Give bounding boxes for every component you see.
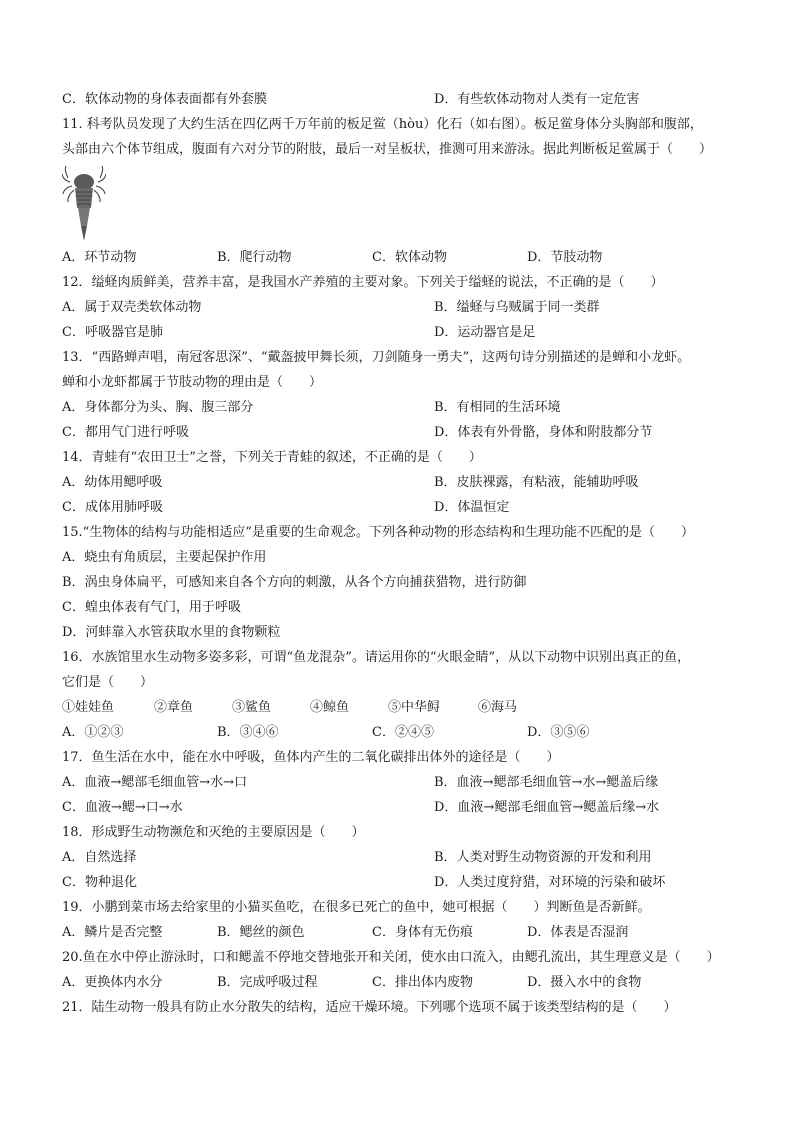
q19-option-b[interactable]: B．鳃丝的颜色 (217, 925, 305, 940)
q13-options-row-1 (62, 398, 561, 418)
q20-option-a[interactable]: A．更换体内水分 (62, 975, 163, 990)
q11-option-a[interactable]: A．环节动物 (62, 250, 137, 265)
q11-option-b[interactable]: B．爬行动物 (217, 250, 292, 265)
q12-stem: 12．缢蛏肉质鲜美，营养丰富，是我国水产养殖的主要对象。下列关于缢蛏的说法，不正确的是（ ） (62, 275, 664, 290)
q12-option-a[interactable]: A．属于双壳类软体动物 (62, 300, 202, 315)
q16-item-4: ④鲸鱼 (310, 700, 350, 715)
q19-stem: 19．小鹏到菜市场去给家里的小猫买鱼吃，在很多已死亡的鱼中，她可根据（ ）判断鱼是否新鲜。 (62, 900, 651, 915)
q16-stem-line1: 16．水族馆里水生动物多姿多彩，可谓“鱼龙混杂”。请运用你的“火眼金睛”，从以下动物中识别出真正的鱼， (62, 650, 691, 665)
q16-item-5: ⑤中华鲟 (388, 700, 441, 715)
q11-option-c[interactable]: C．软体动物 (372, 250, 447, 265)
q21-stem: 21．陆生动物一般具有防止水分散失的结构，适应干燥环境。下列哪个选项不属于该类型结构的是（ ） (62, 1000, 677, 1015)
q16-stem-line2: 它们是（ ） (62, 675, 154, 690)
q14-option-a[interactable]: A．幼体用鳃呼吸 (62, 475, 163, 490)
q17-options-row-2 (62, 798, 660, 818)
q11-stem-line1: 11. 科考队员发现了大约生活在四亿两千万年前的板足鲎（hòu）化石（如右图）。板足鲎身体分头胸部和腹部， (62, 117, 703, 132)
q15-option-c[interactable]: C．蝗虫体表有气门，用于呼吸 (62, 600, 241, 615)
q16-option-a[interactable]: A．①②③ (62, 725, 124, 740)
q20-option-c[interactable]: C．排出体内废物 (372, 975, 473, 990)
q19-option-d[interactable]: D．体表是否湿润 (527, 925, 629, 940)
q16-item-2: ②章鱼 (154, 700, 194, 715)
q13-stem-line2: 蝉和小龙虾都属于节肢动物的理由是（ ） (62, 375, 323, 390)
q18-option-c[interactable]: C．物种退化 (62, 875, 137, 890)
q20-option-d[interactable]: D．摄入水中的食物 (527, 975, 642, 990)
q17-option-c[interactable]: C．血液→鳃→口→水 (62, 800, 183, 815)
q12-option-d[interactable]: D．运动器官是足 (434, 325, 536, 340)
q13-option-c[interactable]: C．都用气门进行呼吸 (62, 425, 189, 440)
q14-option-d[interactable]: D．体温恒定 (434, 500, 510, 515)
q14-option-b[interactable]: B．皮肤裸露，有粘液，能辅助呼吸 (434, 475, 639, 490)
q12-options-row-1 (62, 298, 600, 318)
q17-stem: 17．鱼生活在水中，能在水中呼吸，鱼体内产生的二氧化碳排出体外的途径是（ ） (62, 750, 560, 765)
q17-option-a[interactable]: A．血液→鳃部毛细血管→水→口 (62, 775, 248, 790)
q16-option-d[interactable]: D．③⑤⑥ (527, 725, 590, 740)
q16-item-3: ③鲨鱼 (232, 700, 272, 715)
fossil-eurypterid-icon (62, 164, 106, 242)
q13-option-a[interactable]: A．身体都分为头、胸、腹三部分 (62, 400, 254, 415)
q13-options-row-2 (62, 423, 653, 443)
q11-option-d[interactable]: D．节肢动物 (527, 250, 603, 265)
q16-option-b[interactable]: B．③④⑥ (217, 725, 279, 740)
q17-option-b[interactable]: B．血液→鳃部毛细血管→水→鳃盖后缘 (434, 775, 659, 790)
q19-option-c[interactable]: C．身体有无伤痕 (372, 925, 473, 940)
q15-stem: 15.“生物体的结构与功能相适应”是重要的生命观念。下列各种动物的形态结构和生理功能不匹配的是（ ） (62, 525, 694, 540)
q15-option-d[interactable]: D．河蚌靠入水管获取水里的食物颗粒 (62, 625, 281, 640)
q12-option-c[interactable]: C．呼吸器官是肺 (62, 325, 163, 340)
q13-option-d[interactable]: D．体表有外骨骼，身体和附肢都分节 (434, 425, 653, 440)
q14-option-c[interactable]: C．成体用肺呼吸 (62, 500, 163, 515)
q18-option-d[interactable]: D．人类过度狩猎，对环境的污染和破坏 (434, 875, 666, 890)
q19-option-a[interactable]: A．鳞片是否完整 (62, 925, 163, 940)
q16-item-6: ⑥海马 (478, 700, 518, 715)
q20-option-b[interactable]: B．完成呼吸过程 (217, 975, 318, 990)
q20-stem: 20.鱼在水中停止游泳时，口和鳃盖不停地交替地张开和关闭，使水由口流入，由鳃孔流出，其生理意义是（ ） (62, 950, 720, 965)
q17-options-row-1 (62, 773, 659, 793)
q18-options-row-1 (62, 848, 652, 868)
q14-options-row-2 (62, 498, 510, 518)
q12-option-b[interactable]: B．缢蛏与乌贼属于同一类群 (434, 300, 600, 315)
q18-option-b[interactable]: B．人类对野生动物资源的开发和利用 (434, 850, 652, 865)
q16-option-c[interactable]: C．②④⑤ (372, 725, 434, 740)
q10-option-d[interactable]: D．有些软体动物对人类有一定危害 (434, 92, 640, 107)
q10-option-c[interactable]: C．软体动物的身体表面都有外套膜 (62, 92, 267, 107)
q18-options-row-2 (62, 873, 666, 893)
q18-stem: 18．形成野生动物濒危和灭绝的主要原因是（ ） (62, 825, 365, 840)
q14-stem: 14．青蛙有“农田卫士”之誉，下列关于青蛙的叙述，不正确的是（ ） (62, 450, 482, 465)
q13-option-b[interactable]: B．有相同的生活环境 (434, 400, 561, 415)
q18-option-a[interactable]: A．自然选择 (62, 850, 137, 865)
q16-item-1: ①娃娃鱼 (62, 700, 115, 715)
q14-options-row-1 (62, 473, 639, 493)
q11-stem-line2: 头部由六个体节组成，腹面有六对分节的附肢，最后一对呈板状，推测可用来游泳。据此判断板足鲎属于（ ） (62, 142, 713, 157)
q15-option-b[interactable]: B．涡虫身体扁平，可感知来自各个方向的刺激，从各个方向捕获猎物，进行防御 (62, 575, 527, 590)
q17-option-d[interactable]: D．血液→鳃部毛细血管→鳃盖后缘→水 (434, 800, 660, 815)
q15-option-a[interactable]: A．蛲虫有角质层，主要起保护作用 (62, 550, 267, 565)
q10-options-row (62, 90, 640, 110)
q12-options-row-2 (62, 323, 536, 343)
q13-stem-line1: 13．“西路蝉声唱，南冠客思深”、“戴盔披甲舞长须，刀剑随身一勇夫”，这两句诗分别描述的是蝉和小龙虾。 (62, 350, 691, 365)
